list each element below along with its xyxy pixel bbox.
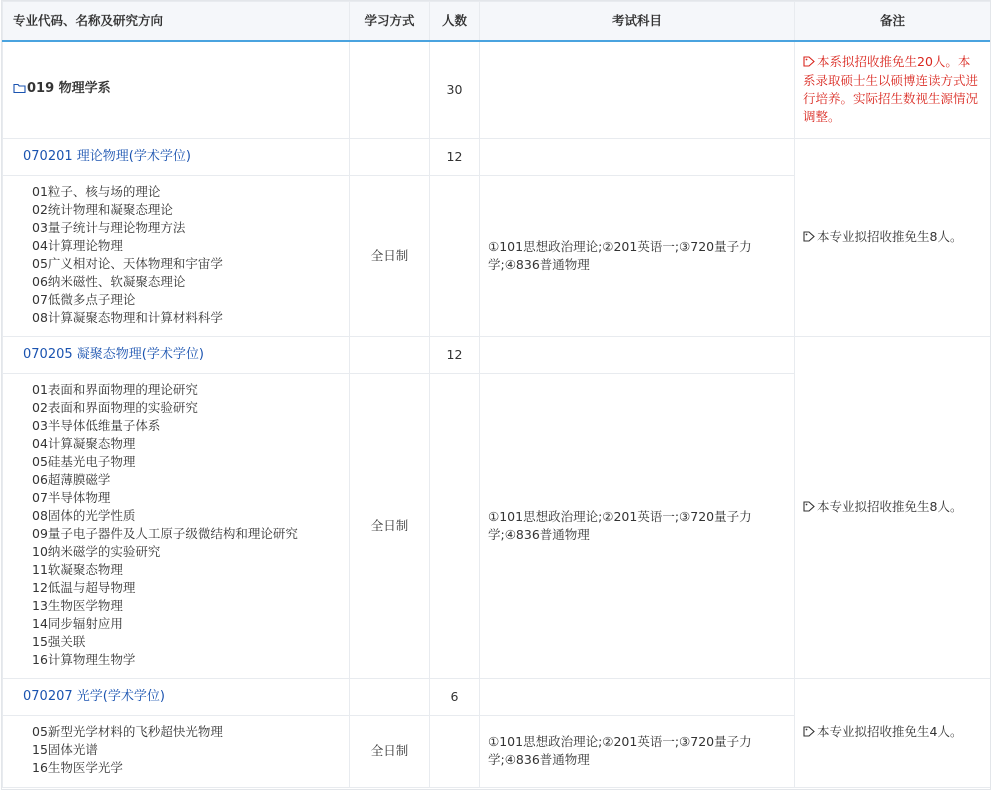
- exam-subjects: ①101思想政治理论;②201英语一;③720量子力学;④836普通物理: [480, 715, 795, 787]
- direction-item: 16生物医学光学: [32, 759, 123, 775]
- department-mode: [350, 41, 430, 138]
- major-note: [795, 678, 991, 787]
- direction-item: 06超薄膜磁学: [32, 471, 111, 487]
- major-note: [795, 138, 991, 336]
- direction-item: 01粒子、核与场的理论: [32, 183, 161, 199]
- major-note-text: 本专业拟招收推免生8人。: [817, 498, 963, 514]
- major-note-text: 本专业拟招收推免生8人。: [817, 228, 963, 244]
- department-cell: [3, 41, 350, 138]
- blank-cell: [350, 678, 430, 715]
- admission-table-container: [1, 0, 991, 790]
- tag-icon: [803, 724, 815, 742]
- direction-item: 03量子统计与理论物理方法: [32, 219, 186, 235]
- direction-item: 02统计物理和凝聚态理论: [32, 201, 173, 217]
- direction-item: 16计算物理生物学: [32, 651, 136, 667]
- direction-item: 04计算凝聚态物理: [32, 435, 136, 451]
- major-title-row: [3, 678, 991, 715]
- study-mode: 全日制: [350, 175, 430, 336]
- tag-icon: [803, 499, 815, 517]
- table-header-row: [3, 2, 991, 42]
- department-note-text: 本系拟招收推免生20人。本系录取硕士生以硕博连读方式进行培养。实际招生数视生源情况调整。: [803, 54, 979, 125]
- direction-item: 15强关联: [32, 633, 86, 649]
- admission-table: [2, 1, 991, 788]
- direction-item: 07半导体物理: [32, 489, 111, 505]
- blank-cell: [480, 336, 795, 373]
- direction-list: [3, 373, 350, 678]
- direction-item: 11软凝聚态物理: [32, 561, 123, 577]
- major-title-row: [3, 138, 991, 175]
- direction-item: 01表面和界面物理的理论研究: [32, 381, 198, 397]
- blank-cell: [430, 373, 480, 678]
- direction-item: 07低微多点子理论: [32, 291, 136, 307]
- major-title-row: [3, 336, 991, 373]
- direction-item: 10纳米磁学的实验研究: [32, 543, 161, 559]
- direction-item: 04计算理论物理: [32, 237, 123, 253]
- direction-item: 05广义相对论、天体物理和宇宙学: [32, 255, 223, 271]
- header-major: 专业代码、名称及研究方向: [3, 2, 350, 42]
- blank-cell: [430, 175, 480, 336]
- direction-list: [3, 715, 350, 787]
- department-row: [3, 41, 991, 138]
- header-exam: 考试科目: [480, 2, 795, 42]
- major-count: 6: [430, 678, 480, 715]
- major-note-text: 本专业拟招收推免生4人。: [817, 724, 963, 739]
- tag-icon: [803, 229, 815, 247]
- department-name[interactable]: 019 物理学系: [27, 80, 111, 96]
- direction-item: 12低温与超导物理: [32, 579, 136, 595]
- study-mode: 全日制: [350, 715, 430, 787]
- department-exam: [480, 41, 795, 138]
- study-mode: 全日制: [350, 373, 430, 678]
- blank-cell: [350, 138, 430, 175]
- major-count: 12: [430, 138, 480, 175]
- direction-item: 05新型光学材料的飞秒超快光物理: [32, 723, 223, 739]
- direction-item: 02表面和界面物理的实验研究: [32, 399, 198, 415]
- exam-subjects: ①101思想政治理论;②201英语一;③720量子力学;④836普通物理: [480, 175, 795, 336]
- department-note: [795, 41, 991, 138]
- direction-item: 09量子电子器件及人工原子级微结构和理论研究: [32, 525, 298, 541]
- header-note: 备注: [795, 2, 991, 42]
- direction-list: [3, 175, 350, 336]
- major-count: 12: [430, 336, 480, 373]
- blank-cell: [480, 678, 795, 715]
- major-title-link[interactable]: 070205 凝聚态物理(学术学位): [3, 336, 350, 373]
- direction-item: 08固体的光学性质: [32, 507, 136, 523]
- header-count: 人数: [430, 2, 480, 42]
- direction-item: 03半导体低维量子体系: [32, 417, 161, 433]
- department-count: 30: [430, 41, 480, 138]
- major-title-link[interactable]: 070207 光学(学术学位): [3, 678, 350, 715]
- header-mode: 学习方式: [350, 2, 430, 42]
- direction-item: 06纳米磁性、软凝聚态理论: [32, 273, 186, 289]
- major-note: [795, 336, 991, 678]
- major-title-link[interactable]: 070201 理论物理(学术学位): [3, 138, 350, 175]
- tag-icon: [803, 54, 815, 72]
- blank-cell: [480, 138, 795, 175]
- blank-cell: [350, 336, 430, 373]
- folder-icon: [13, 82, 26, 100]
- blank-cell: [430, 715, 480, 787]
- direction-item: 08计算凝聚态物理和计算材料科学: [32, 309, 223, 325]
- direction-item: 13生物医学物理: [32, 597, 123, 613]
- direction-item: 15固体光谱: [32, 741, 98, 757]
- direction-item: 05硅基光电子物理: [32, 453, 136, 469]
- direction-item: 14同步辐射应用: [32, 615, 123, 631]
- exam-subjects: ①101思想政治理论;②201英语一;③720量子力学;④836普通物理: [480, 373, 795, 678]
